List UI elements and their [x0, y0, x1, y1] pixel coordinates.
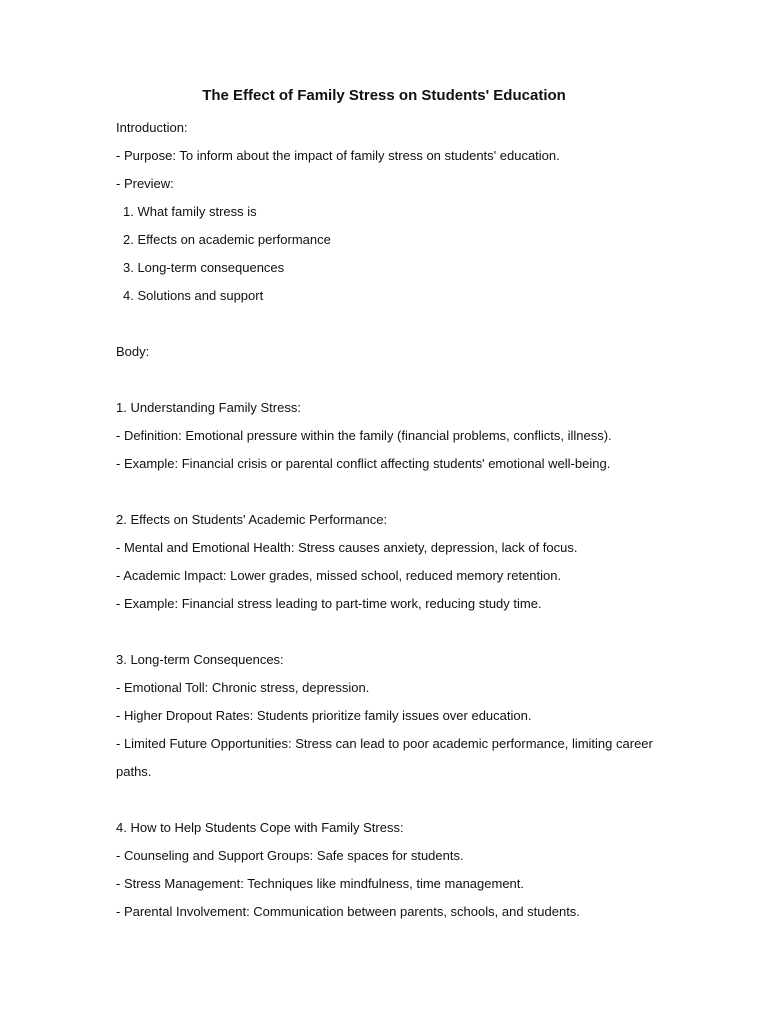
section-heading: 2. Effects on Students' Academic Performance: [116, 512, 388, 527]
preview-item: 1. What family stress is [123, 204, 257, 219]
section-point: - Mental and Emotional Health: Stress causes anxiety, depression, lack of focus. [116, 540, 578, 555]
section-heading: 1. Understanding Family Stress: [116, 400, 301, 415]
section-point: - Definition: Emotional pressure within the family (financial problems, conflicts, illness). [116, 428, 612, 443]
section-point: - Limited Future Opportunities: Stress can lead to poor academic performance, limiting career [116, 736, 653, 751]
purpose-line: - Purpose: To inform about the impact of family stress on students' education. [116, 148, 560, 163]
introduction-heading: Introduction: [116, 120, 188, 135]
section-heading: 4. How to Help Students Cope with Family Stress: [116, 820, 404, 835]
section-heading: 3. Long-term Consequences: [116, 652, 284, 667]
preview-item: 2. Effects on academic performance [123, 232, 331, 247]
section-point: - Academic Impact: Lower grades, missed school, reduced memory retention. [116, 568, 562, 583]
body-heading: Body: [116, 344, 150, 359]
section-point: - Counseling and Support Groups: Safe spaces for students. [116, 848, 464, 863]
section-point: - Parental Involvement: Communication between parents, schools, and students. [116, 904, 580, 919]
section-point: - Stress Management: Techniques like mindfulness, time management. [116, 876, 525, 891]
document-title: The Effect of Family Stress on Students' Education [202, 87, 566, 104]
preview-label: - Preview: [116, 176, 174, 191]
section-point: - Emotional Toll: Chronic stress, depression. [116, 680, 370, 695]
section-point-continuation: paths. [116, 764, 152, 779]
section-point: - Higher Dropout Rates: Students prioritize family issues over education. [116, 708, 532, 723]
section-point: - Example: Financial stress leading to part-time work, reducing study time. [116, 596, 542, 611]
section-point: - Example: Financial crisis or parental conflict affecting students' emotional well-being. [116, 456, 611, 471]
preview-item: 3. Long-term consequences [123, 260, 285, 275]
preview-item: 4. Solutions and support [123, 288, 264, 303]
